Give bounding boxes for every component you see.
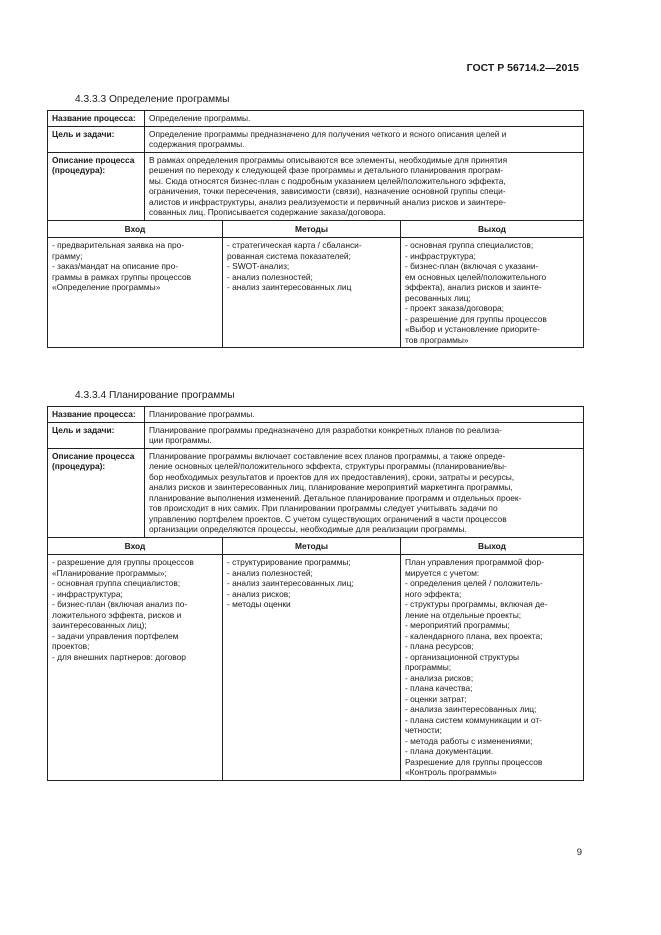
process-name-label: Название процесса: <box>48 407 145 423</box>
goal-text: Планирование программы предназначено для разработки конкретных планов по реализа- ции программы. <box>145 422 584 448</box>
section-title: 4.3.3.4 Планирование программы <box>75 390 235 401</box>
goal-label: Цель и задачи: <box>48 422 145 448</box>
goal-text: Определение программы предназначено для получения четкого и ясного описания целей и содержания программы. <box>145 126 584 152</box>
column-header-output: Выход <box>401 537 584 555</box>
document-code: ГОСТ Р 56714.2—2015 <box>466 62 579 74</box>
column-header-methods: Методы <box>223 537 401 555</box>
process-name-label: Название процесса: <box>48 111 145 127</box>
description-text: В рамках определения программы описываются все элементы, необходимые для принятия решения по переходу к следующей фазе программы и детального планирования програм- мы. Сюда относятся бизнес-план с подробным указанием целей/положительного эффекта, ограничения, точки пересечения, зависимости (связи), назначение основной группы специ- алистов и инфраструктуры, анализ реализуемости и первичный анализ рисков и заинтере- сованных лиц. Прописывается содержание заказа/договора. <box>145 152 584 220</box>
description-text: Планирование программы включает составление всех планов программы, а также опреде- ление основных целей/положительного эффекта, структуры программы (планирование/вы- бор необходимых результатов и проектов для их предоставления), сроки, затраты и ресурсы, анализ рисков и заинтересованных лиц, планирование мероприятий маркетинга программы, планирование выполнения изменений. Детальное планирование программ и отдельных проек- тов происходит в них самих. При планировании программы следует учитывать задачи по управлению портфелем проектов. С учетом существующих ограничений в части процессов организации определяются процессы, необходимые для реализации программы. <box>145 448 584 537</box>
input-cell: - разрешение для группы процессов «Планирование программы»; - основная группа специалистов; - инфраструктура; - бизнес-план (включая анализ по- ложительного эффекта, рисков и заинтересованных лиц); - задачи управления портфелем проектов; - для внешних партнеров: договор <box>48 555 223 781</box>
page-number: 9 <box>576 847 582 858</box>
description-label: Описание процесса (процедура): <box>48 152 145 220</box>
goal-label: Цель и задачи: <box>48 126 145 152</box>
process-table <box>47 406 584 781</box>
column-header-methods: Методы <box>223 220 401 238</box>
methods-cell: - стратегическая карта / сбаланси- рованная система показателей; - SWOT-анализ; - анализ полезностей; - анализ заинтересованных лиц <box>223 238 401 348</box>
description-label: Описание процесса (процедура): <box>48 448 145 537</box>
input-cell: - предварительная заявка на про- грамму; - заказ/мандат на описание про- граммы в рамках группы процессов «Определение программы» <box>48 238 223 348</box>
column-header-input: Вход <box>48 220 223 238</box>
methods-cell: - структурирование программы; - анализ полезностей; - анализ заинтересованных лиц; - анализ рисков; - методы оценки <box>223 555 401 781</box>
process-name-value: Планирование программы. <box>145 407 584 423</box>
process-name-value: Определение программы. <box>145 111 584 127</box>
process-table <box>47 110 584 348</box>
output-cell: - основная группа специалистов; - инфраструктура; - бизнес-план (включая с указани- ем основных целей/положительного эффекта), анализ рисков и заинте- ресованных лиц; - проект заказа/договора; - разрешение для группы процессов «Выбор и установление приорите- тов программы» <box>401 238 584 348</box>
column-header-input: Вход <box>48 537 223 555</box>
column-header-output: Выход <box>401 220 584 238</box>
section-title: 4.3.3.3 Определение программы <box>75 94 230 105</box>
output-cell: План управления программой фор- мируется с учетом: - определения целей / положитель- ного эффекта; - структуры программы, включая де- ление на отдельные проекты; - мероприятий программы; - календарного плана, вех проекта; - плана ресурсов; - организационной структуры программы; - анализа рисков; - плана качества; - оценки затрат; - анализа заинтересованных лиц; - плана систем коммуникации и от- четности; - метода работы с изменениями; - плана документации. Разрешение для группы процессов «Контроль программы» <box>401 555 584 781</box>
